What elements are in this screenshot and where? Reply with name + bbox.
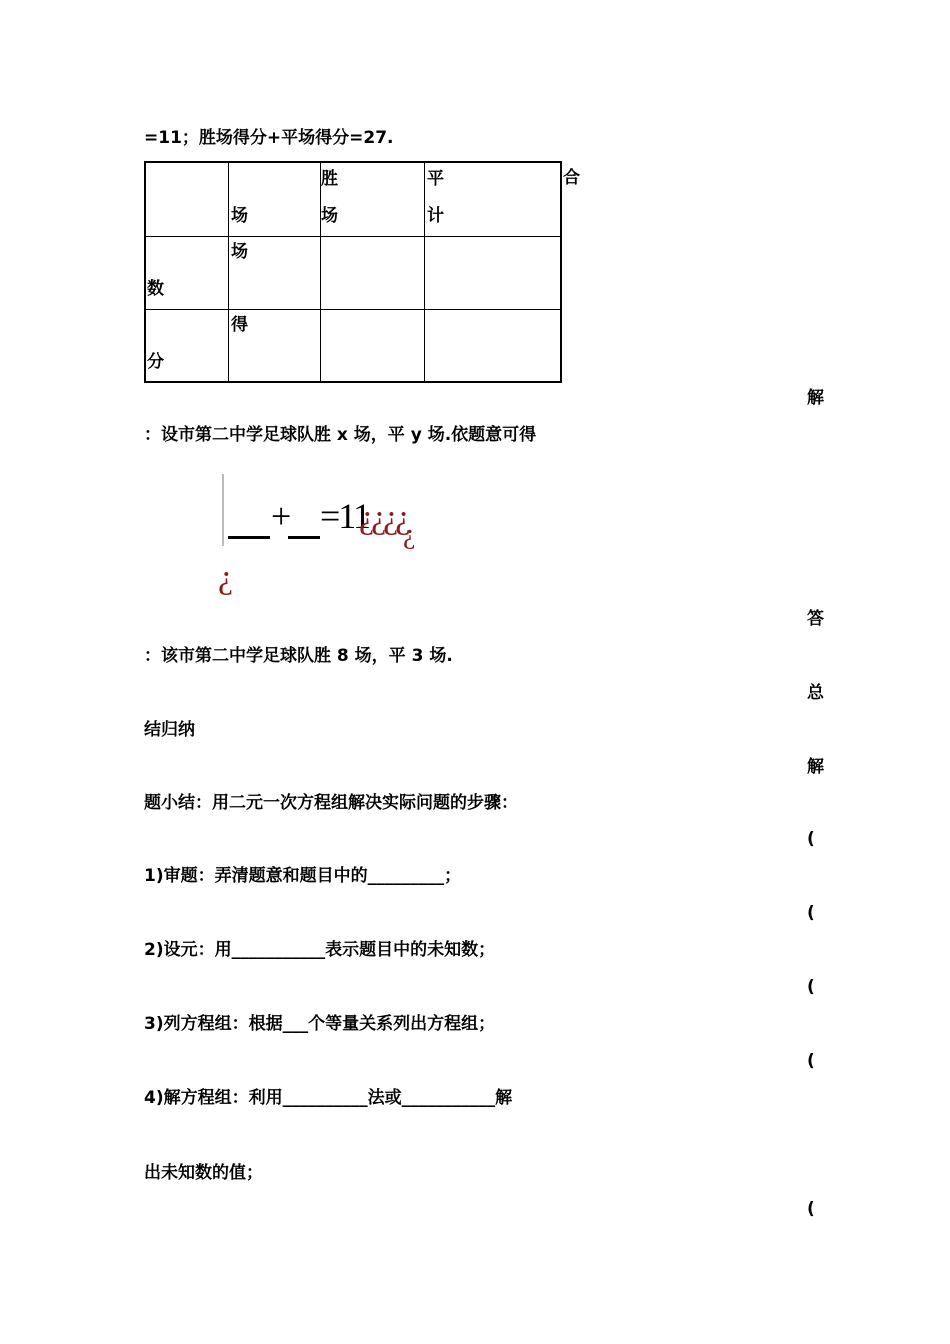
brace-icon bbox=[222, 474, 224, 546]
table-row-points-label: 分 bbox=[147, 352, 164, 372]
solution-line: ：设市第二中学足球队胜 x 场，平 y 场.依题意可得 bbox=[144, 425, 537, 445]
garbled-glyphs: ¿¿¿¿ bbox=[359, 499, 408, 536]
score-table bbox=[144, 161, 562, 383]
table-divider bbox=[320, 163, 321, 381]
right-char-jie2: 解 bbox=[807, 757, 824, 777]
table-row-count-label: 数 bbox=[147, 279, 164, 299]
equation-rhs: =11 bbox=[320, 496, 369, 536]
table-header-total: 计 bbox=[427, 206, 444, 226]
table-header-game: 场 bbox=[231, 206, 248, 226]
table-header-sum: 合 bbox=[563, 168, 580, 188]
garbled-glyph-below: ¿ bbox=[218, 559, 234, 596]
table-divider bbox=[146, 236, 560, 237]
garbled-glyph: ¿ bbox=[403, 519, 416, 550]
summary-title: 结归纳 bbox=[144, 720, 195, 740]
equation-plus: + bbox=[271, 496, 292, 536]
intro-line: =11；胜场得分+平场得分=27. bbox=[144, 128, 394, 148]
right-paren: ( bbox=[807, 1199, 815, 1219]
step-2: 2)设元：用___________表示题目中的未知数； bbox=[144, 940, 496, 960]
right-char-zong: 总 bbox=[807, 683, 824, 703]
step-4-continued: 出未知数的值； bbox=[144, 1163, 263, 1183]
right-char-da: 答 bbox=[807, 609, 824, 629]
table-divider bbox=[424, 163, 425, 381]
step-3: 3)列方程组：根据___个等量关系列出方程组； bbox=[144, 1014, 496, 1034]
blank-line bbox=[228, 536, 270, 539]
table-header-win: 胜 bbox=[321, 169, 338, 189]
right-paren: ( bbox=[807, 1051, 815, 1071]
step-4: 4)解方程组：利用__________法或___________解 bbox=[144, 1088, 513, 1108]
right-paren: ( bbox=[807, 829, 815, 849]
table-row-score-label: 得 bbox=[231, 315, 248, 335]
step-1: 1)审题：弄清题意和题目中的_________； bbox=[144, 866, 462, 886]
equation-system bbox=[215, 470, 435, 610]
summary-intro: 题小结：用二元一次方程组解决实际问题的步骤： bbox=[144, 793, 518, 813]
table-header-win-game: 场 bbox=[321, 206, 338, 226]
right-paren: ( bbox=[807, 977, 815, 997]
table-header-draw: 平 bbox=[427, 169, 444, 189]
right-char-jie: 解 bbox=[807, 388, 824, 408]
blank-line bbox=[288, 536, 320, 539]
answer-line: ：该市第二中学足球队胜 8 场，平 3 场. bbox=[144, 646, 453, 666]
table-row-games-label: 场 bbox=[231, 242, 248, 262]
table-divider bbox=[146, 309, 560, 310]
right-paren: ( bbox=[807, 903, 815, 923]
table-divider bbox=[228, 163, 229, 381]
